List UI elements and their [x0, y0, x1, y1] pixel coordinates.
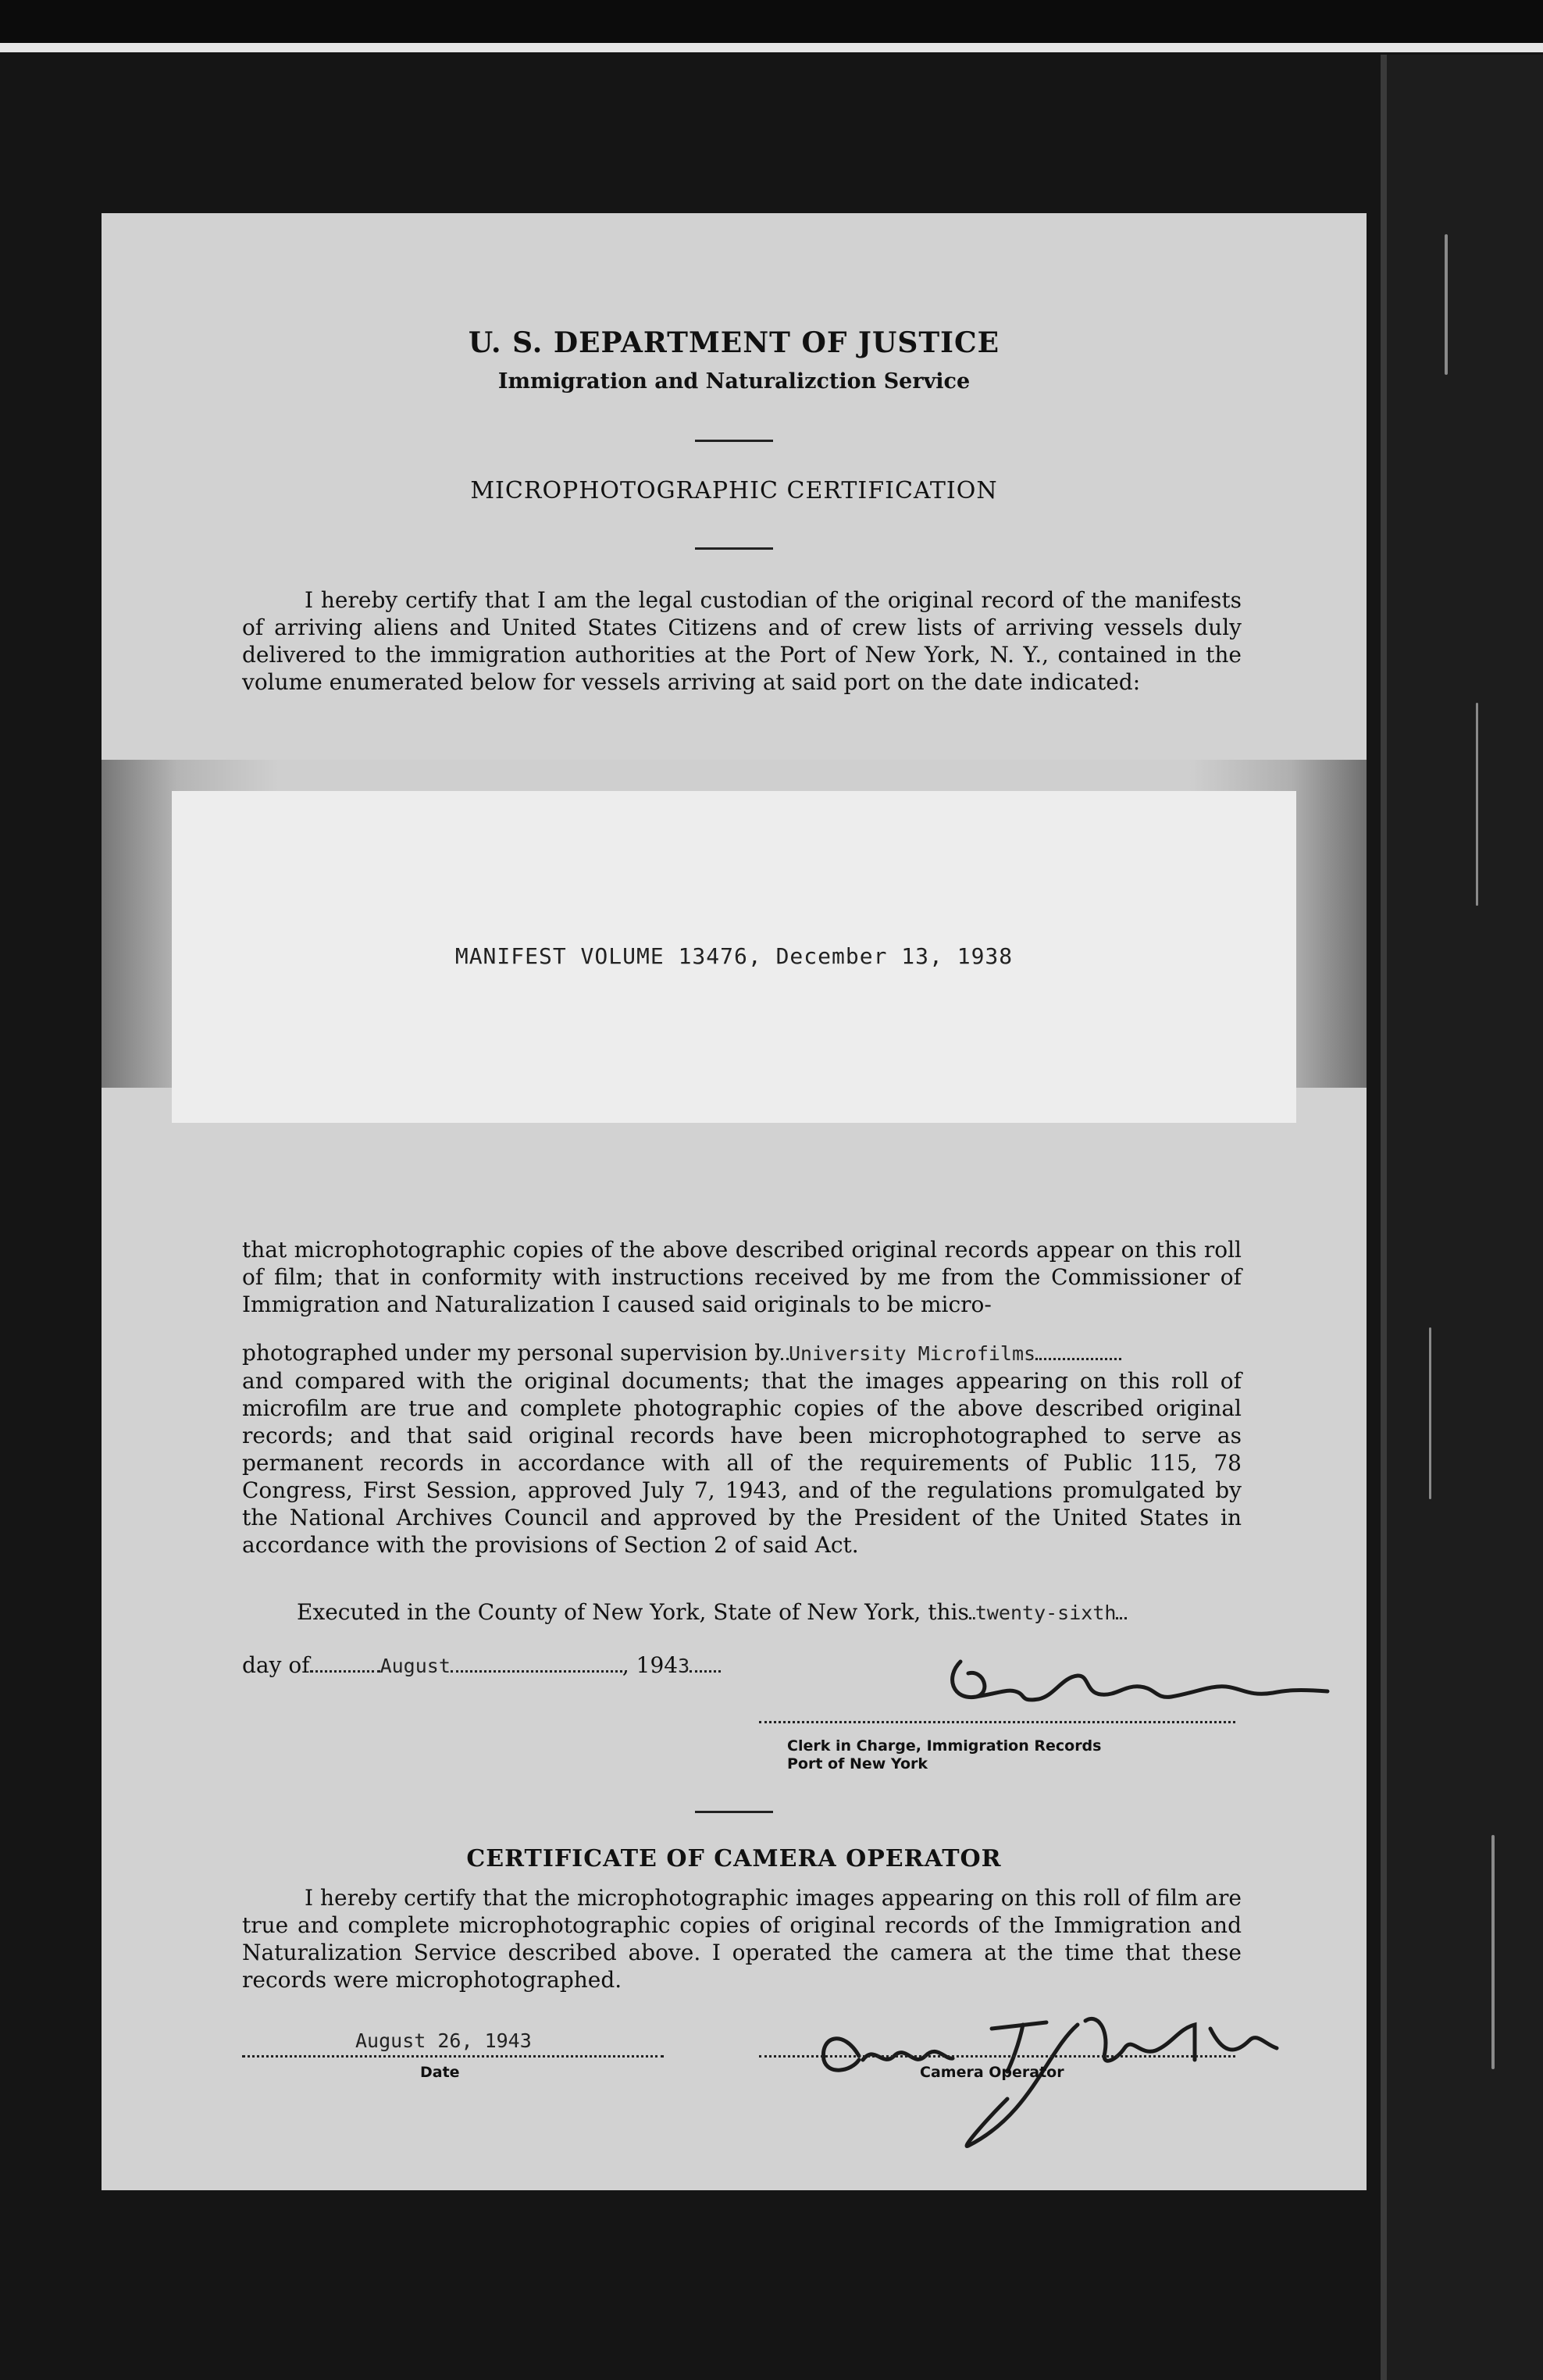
film-frame-top: [0, 0, 1543, 43]
supervisor-name: University Microfilms: [789, 1342, 1036, 1365]
clerk-title-text: Clerk in Charge, Immigration Records: [787, 1737, 1102, 1755]
executed-line: [297, 1599, 1127, 1625]
film-scratch: [1491, 1835, 1495, 2069]
manifest-volume: MANIFEST VOLUME 13476, December 13, 1938: [454, 943, 1014, 969]
certification-body-1: that microphotographic copies of the above described original records appear on this roll of film; that in conformity with instructions received by me from the Commissioner of Immigration and Naturalization I caused said originals to be micro-: [242, 1237, 1242, 1317]
divider: [695, 1811, 773, 1813]
film-scratch: [1429, 1327, 1431, 1499]
camera-certificate-text: I hereby certify that the microphotographic images appearing on this roll of film are true and complete microphotographic copies of original records of the Immigration and Naturalization Service described above. I operated the camera at the time that these records were microphotographed.: [242, 1885, 1242, 1993]
divider: [695, 440, 773, 442]
agency-heading: U. S. DEPARTMENT OF JUSTICE: [468, 326, 1000, 359]
film-frame-edge: [0, 43, 1543, 52]
volume-slip: [172, 791, 1296, 1123]
camera-certificate-title: CERTIFICATE OF CAMERA OPERATOR: [466, 1845, 1002, 1872]
executed-prefix: Executed in the County of New York, State of New York, this: [297, 1599, 969, 1625]
day-of-line: [242, 1652, 721, 1678]
supervision-line: [242, 1340, 1121, 1366]
executed-day: twenty-sixth: [975, 1602, 1117, 1624]
film-scratch: [1476, 703, 1478, 906]
certificate-sheet: [102, 213, 1367, 2190]
day-of-label: day of: [242, 1652, 310, 1678]
film-strip-edge: [1381, 55, 1387, 2380]
camera-operator-line: [759, 2055, 1235, 2058]
camera-operator-signature: [789, 1982, 1367, 2161]
supervision-prefix: photographed under my personal supervision by: [242, 1340, 781, 1366]
clerk-port-text: Port of New York: [787, 1755, 928, 1773]
film-strip-margin: [1381, 55, 1543, 2380]
execution-month: August: [380, 1655, 451, 1677]
service-heading: Immigration and Naturalizсtion Service: [497, 369, 971, 394]
date-label: Date: [420, 2064, 460, 2081]
clerk-signature: [859, 1654, 1343, 1724]
certification-intro: I hereby certify that I am the legal custodian of the original record of the manifests of arriving aliens and United States Citizens and of crew lists of arriving vessels duly delivered to the immigration authorities at the Port of New York, N. Y., contained in the volume enumerated below for vessels arriving at said port on the date indicated:: [242, 587, 1242, 695]
year-prefix: , 194: [622, 1652, 679, 1678]
year-digit: 3: [678, 1655, 690, 1677]
certification-body-2: and compared with the original documents; that the images appearing on this roll of microfilm are true and complete photographic copies of the above described original records; and that said original records have been microphotographed to serve as permanent records in accordance with all of the requirements of Public 115, 78 Congress, First Session, approved July 7, 1943, and of the regulations promulgated by the National Archives Council and approved by the President of the United States in accordance with the provisions of Section 2 of said Act.: [242, 1368, 1242, 1558]
film-scratch: [1445, 234, 1448, 375]
date-line: [242, 2055, 664, 2058]
divider: [695, 547, 773, 550]
certification-title: MICROPHOTOGRAPHIC CERTIFICATION: [470, 477, 998, 504]
clerk-title: [787, 1737, 1101, 1773]
clerk-signature-line: [759, 1721, 1235, 1723]
camera-date: August 26, 1943: [355, 2029, 532, 2052]
camera-operator-label: Camera Operator: [920, 2064, 1064, 2081]
